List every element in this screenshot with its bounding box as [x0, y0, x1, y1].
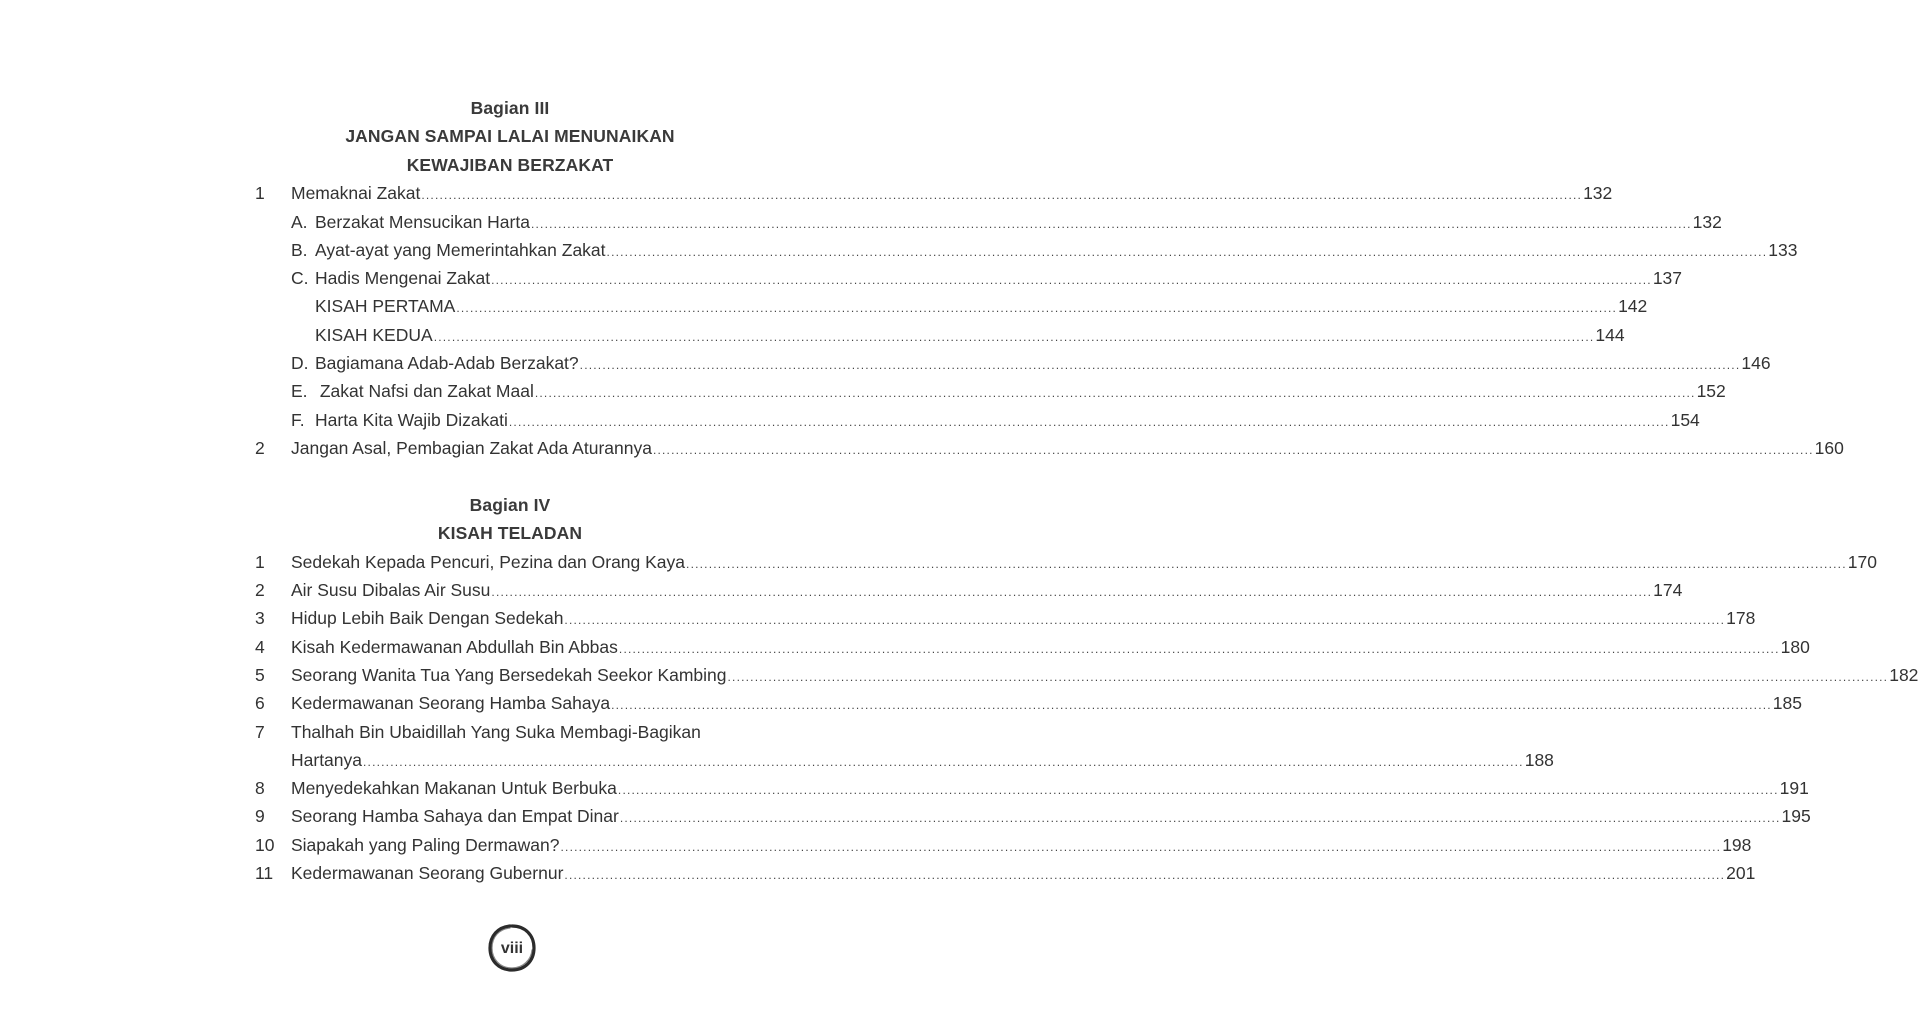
leader-dots: [618, 776, 1779, 804]
entry-number: 11: [255, 863, 274, 884]
leader-dots: [509, 408, 1670, 436]
toc-entry: [252, 179, 1613, 207]
entry-page: 201: [1726, 863, 1756, 884]
entry-page: 152: [1696, 381, 1726, 402]
leader-dots: [561, 833, 1722, 861]
entry-page: 137: [1652, 268, 1683, 289]
toc-entry: [252, 604, 1756, 632]
entry-page: 132: [1692, 211, 1722, 232]
leader-dots: [619, 635, 1780, 663]
entry-page: 178: [1726, 608, 1756, 629]
leader-dots: [421, 181, 1582, 209]
entry-letter: B.: [291, 239, 308, 260]
entry-number: 10: [255, 834, 275, 855]
leader-dots: [535, 379, 1696, 407]
entry-number: 1: [255, 551, 265, 572]
toc-entry: [252, 434, 1844, 462]
toc-entry: [252, 859, 1756, 887]
entry-page: 170: [1847, 551, 1877, 572]
entry-page: 144: [1595, 324, 1625, 345]
entry-number: 8: [255, 778, 265, 799]
entry-title: Seorang Hamba Sahaya dan Empat Dinar: [291, 806, 619, 827]
toc-entry: [252, 377, 1726, 405]
entry-title: Hidup Lebih Baik Dengan Sedekah: [291, 608, 564, 629]
leader-dots: [491, 266, 1652, 294]
toc-entry: [252, 718, 768, 746]
leader-dots: [580, 351, 1741, 379]
entry-title: Memaknai Zakat: [291, 183, 421, 204]
entry-title: Kedermawanan Seorang Gubernur: [291, 863, 564, 884]
entry-title: Ayat-ayat yang Memerintahkan Zakat: [315, 239, 606, 260]
leader-dots: [728, 663, 1889, 691]
entry-letter: A.: [291, 211, 308, 232]
entry-letter: F.: [291, 409, 305, 430]
leader-dots: [653, 436, 1814, 464]
leader-dots: [491, 578, 1652, 606]
part-heading: Bagian IV: [469, 495, 551, 515]
toc-entry: [252, 661, 1918, 689]
entry-title: Thalhah Bin Ubaidillah Yang Suka Membagi-Bagikan: [291, 721, 701, 742]
entry-page: 185: [1772, 693, 1802, 714]
toc-list: [252, 179, 1844, 462]
entry-number: 4: [255, 636, 265, 657]
entry-title: Sedekah Kepada Pencuri, Pezina dan Orang Kaya: [291, 551, 686, 572]
entry-page: 180: [1780, 636, 1810, 657]
entry-title: Bagiamana Adab-Adab Berzakat?: [315, 353, 579, 373]
toc-entry: [252, 349, 1771, 377]
toc-entry: [252, 802, 1811, 830]
entry-number: 9: [255, 806, 265, 827]
part-title-line1: KISAH TELADAN: [437, 523, 583, 544]
toc-entry: [252, 633, 1810, 661]
toc-entry: [252, 689, 1802, 717]
leader-dots: [531, 210, 1692, 238]
toc-section-part3: [252, 94, 1844, 462]
entry-title: Harta Kita Wajib Dizakati: [315, 409, 508, 430]
leader-dots: [564, 606, 1725, 634]
leader-dots: [611, 691, 1772, 719]
entry-number: 3: [255, 608, 265, 629]
leader-dots: [363, 748, 1524, 776]
entry-title: Jangan Asal, Pembagian Zakat Ada Aturannya: [291, 437, 652, 458]
entry-number: 6: [255, 693, 265, 714]
entry-title: Kisah Kedermawanan Abdullah Bin Abbas: [291, 636, 618, 657]
entry-number: 2: [255, 580, 265, 601]
entry-number: 2: [255, 437, 265, 458]
toc-entry: [252, 406, 1700, 434]
part-title-line1: JANGAN SAMPAI LALAI MENUNAIKAN: [345, 126, 675, 147]
entry-letter: C.: [291, 268, 309, 289]
entry-page: 132: [1583, 183, 1613, 204]
toc-entry: [252, 264, 1683, 292]
entry-title: KISAH PERTAMA: [315, 296, 456, 317]
entry-page: 146: [1741, 353, 1771, 373]
leader-dots: [456, 294, 1617, 322]
toc-entry: [252, 208, 1722, 236]
entry-page: 191: [1779, 778, 1809, 799]
part-heading: Bagian III: [470, 98, 550, 118]
leader-dots: [607, 238, 1768, 266]
entry-title: Kedermawanan Seorang Hamba Sahaya: [291, 693, 611, 714]
toc-entry: [252, 576, 1683, 604]
entry-number: 1: [255, 183, 265, 204]
entry-number: 5: [255, 665, 265, 685]
entry-page: 142: [1618, 296, 1648, 317]
leader-dots: [434, 323, 1595, 351]
page-number: viii: [500, 940, 524, 957]
toc-entry: [252, 831, 1752, 859]
page-number-badge: [487, 923, 537, 973]
entry-title: Seorang Wanita Tua Yang Bersedekah Seekor Kambing: [291, 665, 727, 685]
entry-page: 174: [1653, 580, 1683, 601]
toc-entry: [252, 548, 1877, 576]
entry-page: 182: [1889, 665, 1918, 685]
part-title-line2: KEWAJIBAN BERZAKAT: [406, 154, 614, 175]
leader-dots: [564, 861, 1725, 889]
toc-entry: [252, 774, 1809, 802]
toc-entry: [252, 321, 1625, 349]
entry-page: 160: [1814, 437, 1844, 458]
entry-page: 198: [1722, 834, 1752, 855]
entry-page: 133: [1768, 239, 1798, 260]
leader-dots: [620, 804, 1781, 832]
entry-number: 7: [255, 721, 265, 742]
entry-title-continued: Hartanya: [291, 749, 363, 770]
toc-entry-continuation: [252, 746, 1554, 774]
entry-letter: E.: [291, 381, 308, 402]
entry-page: 195: [1781, 806, 1811, 827]
entry-page: 188: [1524, 749, 1554, 770]
toc-list: [252, 548, 1918, 888]
entry-title: KISAH KEDUA: [315, 324, 433, 345]
toc-entry: [252, 236, 1798, 264]
entry-page: 154: [1670, 409, 1700, 430]
entry-title: Siapakah yang Paling Dermawan?: [291, 834, 560, 855]
entry-title: Hadis Mengenai Zakat: [315, 268, 491, 289]
entry-title: Air Susu Dibalas Air Susu: [291, 580, 491, 601]
entry-title: Berzakat Mensucikan Harta: [315, 211, 530, 232]
entry-title: Zakat Nafsi dan Zakat Maal: [315, 381, 534, 402]
leader-dots: [686, 550, 1847, 578]
toc-section-part4: [252, 491, 1918, 887]
toc-entry: [252, 292, 1648, 320]
entry-title: Menyedekahkan Makanan Untuk Berbuka: [291, 778, 617, 799]
entry-letter: D.: [291, 353, 309, 373]
